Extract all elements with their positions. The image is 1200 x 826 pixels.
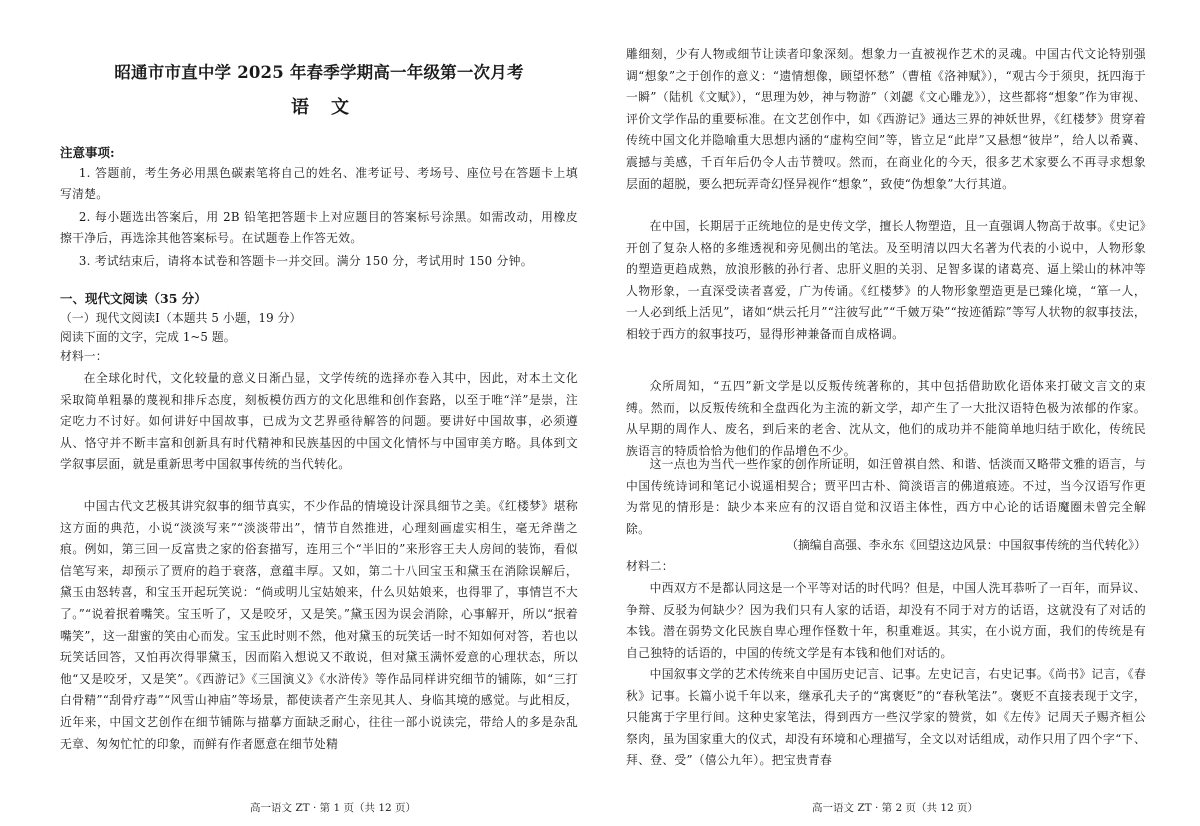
subsection-heading: （一）现代文阅读Ⅰ（本题共 5 小题，19 分） [60,311,302,325]
notice-item-3: 3. 考试结束后，请将本试卷和答题卡一并交回。满分 150 分，考试用时 150 分钟。 [78,254,533,268]
material-1-label: 材料一： [60,349,108,363]
material-2-label: 材料二： [626,559,674,573]
notice-item-2: 2. 每小题选出答案后，用 2B 铅笔把答题卡上对应题目的答案标号涂黑。如需改动，用橡皮擦干净后，再选涂其他答案标号。在试题卷上作答无效。 [60,210,578,245]
material-1-source: （摘编自高强、李永东《回望这边风景：中国叙事传统的当代转化》） [786,538,1146,552]
material-1-paragraph-3: 在中国，长期居于正统地位的是史传文学，擅长人物塑造，且一直强调人物高于故事。《史记》开创了复杂人格的多维透视和旁见侧出的笔法。及至明清以四大名著为代表的小说中，人物形象的塑造更趋成熟，放浪形骸的孙行者、忠肝义胆的关羽、足智多谋的诸葛亮、逼上梁山的林冲等人物形象，一直深受读者喜爱，广为传诵。《红楼梦》的人物形象塑造更是已臻化境，“箪一人，一人必到纸上活见”，诸如“烘云托月”“注彼写此”“千皴万染”“按迹循踪”等写人状物的叙事技法，相较于西方的叙事技巧，显得形神兼备而自成格调。 [626,219,1146,341]
subject-title: 语文 [291,97,371,118]
material-1-paragraph-1: 在全球化时代，文化较量的意义日渐凸显，文学传统的选择亦卷入其中，因此，对本土文化采取简单粗暴的蔑视和排斥态度，刻板模仿西方的文化思维和创作套路，以至于唯“洋”是崇，注定吃力不讨好。如何讲好中国故事，已成为文艺界亟待解答的问题。要讲好中国故事，必须遵从、恪守并不断丰富和创新具有时代精神和民族基因的中国文化情怀与中国审美方略。具体到文学叙事层面，就是重新思考中国叙事传统的当代转化。 [60,371,578,472]
section-heading: 一、现代文阅读（35 分） [60,291,207,306]
page-2-footer: 高一语文 ZT · 第 2 页（共 12 页） [812,802,979,814]
exam-title: 昭通市市直中学 2025 年春季学期高一年级第一次月考 [114,63,524,82]
material-2-paragraph-2: 中国叙事文学的艺术传统来自中国历史记言、记事。左史记言，右史记事。《尚书》记言，《春秋》记事。长篇小说千年以来，继承孔夫子的“寓褒贬”的“春秋笔法”。褒贬不直接表现于文字，只能寓于字里行间。这种史家笔法，得到西方一些汉学家的赞赏，如《左传》记周天子赐齐桓公祭肉，虽为国家重大的仪式，却没有环境和心理描写，全文以对话组成，动作只用了四个字“下、拜、登、受”（僖公九年）。把宝贵青春 [626,667,1146,768]
material-1-paragraph-2-cont: 雕细刻，少有人物或细节让读者印象深刻。想象力一直被视作艺术的灵魂。中国古代文论特别强调“想象”之于创作的意义：“遗情想像，顾望怀愁”（曹植《洛神赋》），“观古今于须臾，抚四海于一瞬”（陆机《文赋》），“思理为妙，神与物游”（刘勰《文心雕龙》），这些都将“想象”作为审视、评价文学作品的重要标准。在文艺创作中，如《西游记》通达三界的神妖世界，《红楼梦》贯穿着传统中国文化并隐喻重大思想内涵的“虚构空间”等，皆立足“此岸”又悬想“彼岸”，给人以希冀、震撼与美感，千百年后仍令人击节赞叹。然而，在商业化的今天，很多艺术家要么不再寻求想象层面的超脱，要么把玩弄奇幻怪异视作“想象”，致使“伪想象”大行其道。 [626,47,1146,191]
page-1-footer: 高一语文 ZT · 第 1 页（共 12 页） [250,802,417,814]
material-1-paragraph-2: 中国古代文艺极其讲究叙事的细节真实，不少作品的情境设计深具细节之美。《红楼梦》堪称这方面的典范，小说“淡淡写来”“淡淡带出”，情节自然推进，心理刻画虚实相生，毫无斧凿之痕。例如，第三回一反富贵之家的俗套描写，连用三个“半旧的”来形容王夫人房间的装饰，看似信笔写来，却预示了贾府的趋于衰落，意蕴丰厚。又如，第二十八回宝玉和黛玉在消除误解后，黛玉由怒转喜，和宝玉开起玩笑说：“倘或明儿宝姑娘来，什么贝姑娘来，也得罪了，事情岂不大了。”“说着抿着嘴笑。宝玉听了，又是咬牙，又是笑。”黛玉因为误会消除，心事解开，所以“抿着嘴笑”，这一甜蜜的笑由心而发。宝玉此时则不然，他对黛玉的玩笑话一时不知如何对答，若也以玩笑话回答，又怕再次得罪黛玉，因而陷入想说又不敢说，但对黛玉满怀爱意的心理状态，所以他“又是咬牙，又是笑”。《西游记》《三国演义》《水浒传》等作品同样讲究细节的铺陈，如“三打白骨精”“刮骨疗毒”“风雪山神庙”等场景，都使读者产生亲见其人、身临其境的感觉。与此相反，近年来，中国文艺创作在细节铺陈与描摹方面缺乏耐心，往往一部小说读完，带给人的多是杂乱无章、匆匆忙忙的印象，而鲜有作者愿意在细节处精 [60,499,578,751]
page-gutter [600,40,601,780]
material-2-paragraph-1: 中西双方不是都认同这是一个平等对话的时代吗？但是，中国人洗耳恭听了一百年，而异议、争辩、反驳为何缺少？因为我们只有人家的话语，却没有不同于对方的话语，这就没有了对话的本钱。潜在弱势文化民族自卑心理作怪数十年，积重难返。其实，在小说方面，我们的传统是有自己独特的话语的，中国的传统文学是有本钱和他们对话的。 [626,581,1146,660]
notice-heading: 注意事项: [60,145,115,160]
notice-item-1: 1. 答题前，考生务必用黑色碳素笔将自己的姓名、准考证号、考场号、座位号在答题卡上填写清楚。 [60,166,578,201]
material-1-paragraph-5: 这一点也为当代一些作家的创作所证明，如汪曾祺自然、和谐、恬淡而又略带文雅的语言，与中国传统诗词和笔记小说遥相契合；贾平凹古朴、简淡语言的佛道痕迹。不过，当今汉语写作更为常见的情形是：缺少本来应有的汉语自觉和汉语主体性，西方中心论的话语魔圈未曾完全解除。 [626,457,1146,536]
material-1-paragraph-4: 众所周知，“五四”新文学是以反叛传统著称的，其中包括借助欧化语体来打破文言文的束缚。然而，以反叛传统和全盘西化为主流的新文学，却产生了一大批汉语特色极为浓郁的作家。从早期的周作人、废名，到后来的老舍、沈从文，他们的成功并不能简单地归结于欧化，传统民族语言的特质恰恰为他们的作品增色不少。 [626,379,1146,458]
reading-instruction: 阅读下面的文字，完成 1~5 题。 [60,330,236,344]
